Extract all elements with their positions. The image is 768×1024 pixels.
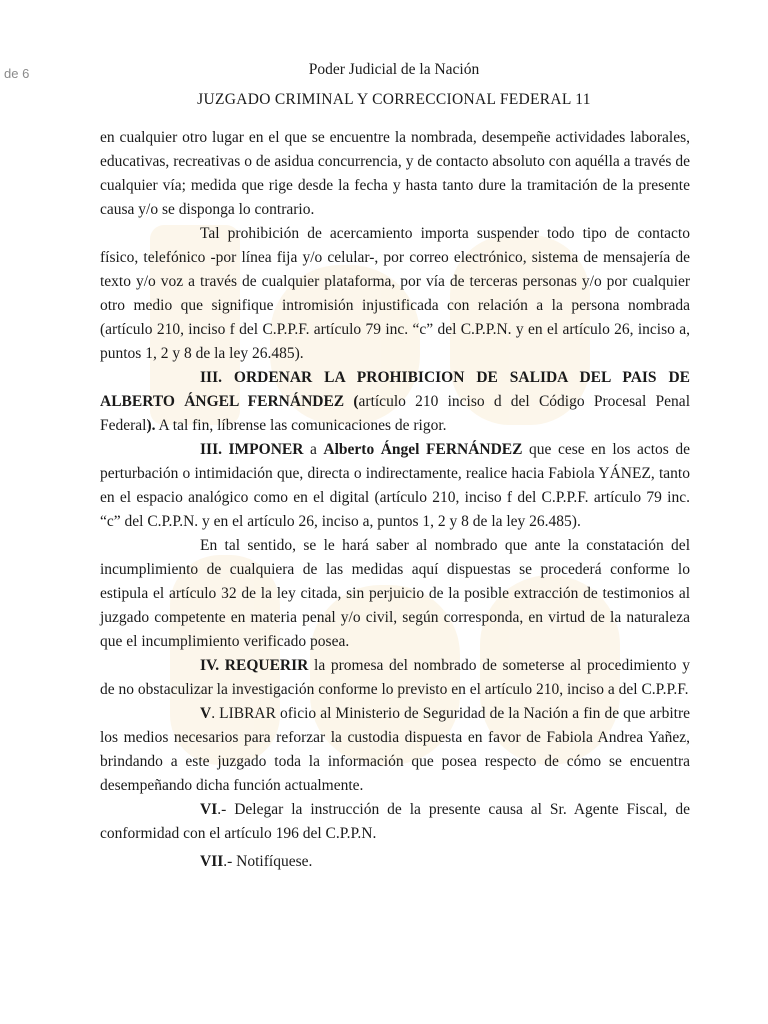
travel-ban-article: artículo 210 inciso d del Código Procesal Penal Federal <box>100 393 690 434</box>
librar-text: . LIBRAR oficio al Ministerio de Seguridad de la Nación a fin de que arbitre los medios necesarios para reforzar la custodia dispuesta en favor de Fabiola Andrea Yañez, brindando a este juzgado toda la información que posea respecto de cómo se encuentra desempeñando dicha función actualmente. <box>100 705 690 794</box>
document-body <box>100 126 690 874</box>
delegate-label: VI <box>200 801 218 818</box>
require-text: la promesa del nombrado de someterse al procedimiento y de no obstaculizar la investigación conforme lo previsto en el artículo 210, inciso a del C.P.P.F. <box>100 657 690 698</box>
paragraph-notify <box>100 850 690 874</box>
require-heading: IV. REQUERIR <box>200 657 309 674</box>
notify-label: VII <box>200 853 224 870</box>
paragraph-noncompliance: En tal sentido, se le hará saber al nombrado que ante la constatación del incumplimiento de cualquiera de las medidas aquí dispuestas se procederá conforme lo estipula el artículo 32 de la ley citada, sin perjuicio de la posible extracción de testimonios al juzgado competente en materia penal y/o civil, según corresponda, en virtud de la naturaleza que el incumplimiento verificado posea. <box>100 537 690 650</box>
travel-ban-text: A tal fin, líbrense las comunicaciones de rigor. <box>155 417 447 434</box>
header-institution: Poder Judicial de la Nación <box>308 61 480 78</box>
paragraph-delegate <box>100 798 690 846</box>
paragraph-continuation: en cualquier otro lugar en el que se encuentre la nombrada, desempeñe actividades laborales, educativas, recreativas o de asidua concurrencia, y de contacto absoluto con aquélla a través de cualquier vía; medida que rige desde la fecha y hasta tanto dure la tramitación de la presente causa y/o se disponga lo contrario. <box>100 129 690 218</box>
notify-text: .- Notifíquese. <box>223 853 313 870</box>
impose-name: Alberto Ángel FERNÁNDEZ <box>323 441 523 458</box>
header-court: JUZGADO CRIMINAL Y CORRECCIONAL FEDERAL 11 <box>197 91 591 108</box>
impose-text: que cese en los actos de perturbación o intimidación que, directa o indirectamente, realice hacia Fabiola YÁNEZ, tanto en el espacio analógico como en el digital (artículo 210, inciso f del C.P.P.F. artículo 79 inc. “c” del C.P.P.N. y en el artículo 26, inciso a, puntos 1, 2 y 8 de la ley 26.485). <box>100 441 690 530</box>
delegate-text: .- Delegar la instrucción de la presente causa al Sr. Agente Fiscal, de conformidad con el artículo 196 del C.P.P.N. <box>100 801 690 842</box>
paragraph-require <box>100 654 690 702</box>
page-indicator: de 6 <box>4 66 30 81</box>
paragraph-impose <box>100 438 690 534</box>
paragraph-contact-prohibition: Tal prohibición de acercamiento importa suspender todo tipo de contacto físico, telefónico -por línea fija y/o celular-, por correo electrónico, sistema de mensajería de texto y/o voz a través de cualquier plataforma, por vía de terceras personas y/o por cualquier otro medio que signifique intromisión injustificada con relación a la persona nombrada (artículo 210, inciso f del C.P.P.F. artículo 79 inc. “c” del C.P.P.N. y en el artículo 26, inciso a, puntos 1, 2 y 8 de la ley 26.485). <box>100 225 690 362</box>
paragraph-travel-ban <box>100 366 690 438</box>
travel-ban-close: ). <box>146 417 156 434</box>
travel-ban-heading: III. ORDENAR LA PROHIBICION DE SALIDA DEL PAIS DE ALBERTO ÁNGEL FERNÁNDEZ ( <box>100 369 690 410</box>
librar-label: V <box>200 705 212 722</box>
paragraph-librar <box>100 702 690 798</box>
impose-heading: III. IMPONER <box>200 441 304 458</box>
impose-connector: a <box>303 441 324 458</box>
